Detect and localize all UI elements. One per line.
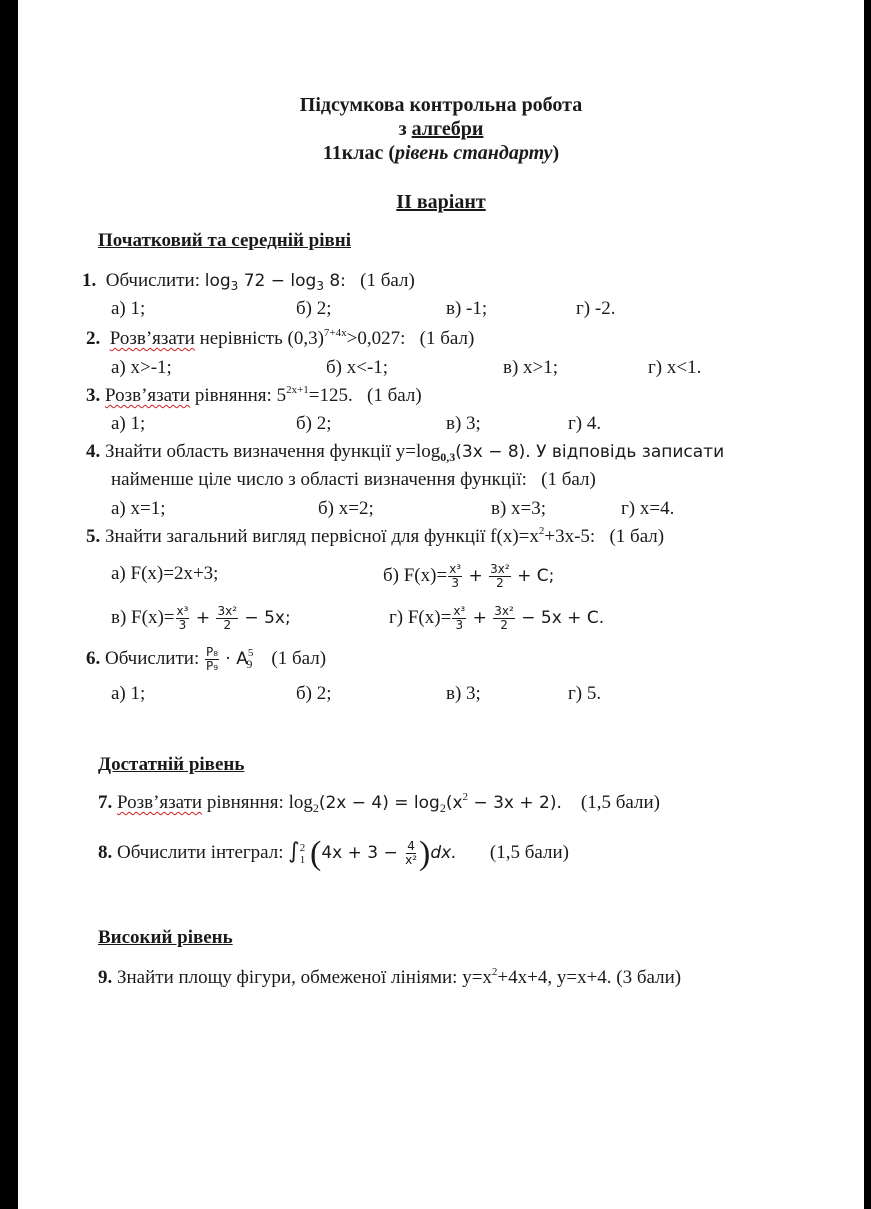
answer: б) 2; xyxy=(296,298,332,319)
question-3: 3. Розв’язати рівняння: $5^{2x+1}=125$. (1 бал) xyxy=(86,384,422,406)
section-sufficient-heading: Достатній рівень xyxy=(98,754,245,775)
question-5: 5. Знайти загальний вигляд первісної для функції $f(x)=x^2+3x-5$: (1 бал) xyxy=(86,525,665,547)
subject-line: з алгебри xyxy=(398,118,484,140)
question-8: 8. Обчислити інтеграл: ∫ 2 1 (4x + 3 − $\frac{4}{\text{x²}}$ )dx. (1,5 бали) xyxy=(98,834,569,872)
answer: г) -2. xyxy=(576,298,616,319)
answer-a: а) F(x)=2x+3; xyxy=(111,563,219,584)
question-4-line-2: найменше ціле число з області визначення функції: (1 бал) xyxy=(111,469,596,490)
answer: а) x>-1; xyxy=(111,357,172,378)
answer: а) 1; xyxy=(111,413,146,434)
answer: г) x<1. xyxy=(648,357,702,378)
answer-d: г) F(x)= $\frac{\text{x³}}{3}$ + $\frac{\text{3x²}}{2}$ − 5x + C. xyxy=(389,604,605,632)
document-page xyxy=(18,0,864,1209)
answer: г) x=4. xyxy=(621,498,675,519)
question-7: 7. Розв’язати рівняння: $\log_2(2x - 4) = \log_2(x^2 - 3x + 2)$. (1,5 бали) xyxy=(98,791,660,815)
document-title: Підсумкова контрольна робота xyxy=(299,94,583,116)
answer-c: в) F(x)= $\frac{\text{x³}}{3}$ + $\frac{\text{3x²}}{2}$ − 5x; xyxy=(111,604,291,632)
answer: г) 5. xyxy=(568,683,602,704)
question-4: 4. Знайти область визначення функції $y=\log_{0,3}(3x - 8)$. У відповідь записати xyxy=(86,441,725,464)
answer: а) 1; xyxy=(111,298,146,319)
answer: б) x<-1; xyxy=(326,357,389,378)
answer: в) x=3; xyxy=(491,498,547,519)
section-high-heading: Високий рівень xyxy=(98,927,233,948)
answer: а) 1; xyxy=(111,683,146,704)
answer: а) x=1; xyxy=(111,498,166,519)
question-1: 1. Обчислити: $\log_3 72 - \log_3 8$: (1 бал) xyxy=(82,270,415,293)
answer: в) 3; xyxy=(446,683,481,704)
answer-b: б) F(x)= $\frac{\text{x³}}{3}$ + $\frac{\text{3x²}}{2}$ + C; xyxy=(383,562,555,590)
answer: в) -1; xyxy=(446,298,488,319)
answer: б) 2; xyxy=(296,413,332,434)
grade-line: 11клас (рівень стандарту) xyxy=(322,142,560,164)
answer: в) 3; xyxy=(446,413,481,434)
answer: в) x>1; xyxy=(503,357,559,378)
question-9: 9. Знайти площу фігури, обмеженої лініями: $y=x^2+4x+4$, y=x+4. (3 бали) xyxy=(98,966,682,988)
section-basic-heading: Початковий та середній рівні xyxy=(98,230,352,251)
answer: б) x=2; xyxy=(318,498,374,519)
variant-label: II варіант xyxy=(396,191,486,213)
question-2: 2. Розв’язати нерівність $(0,3)^{7+4x}>0,027$: (1 бал) xyxy=(86,327,475,349)
answer: б) 2; xyxy=(296,683,332,704)
answer: г) 4. xyxy=(568,413,602,434)
question-6: 6. Обчислити: $\frac{\text{P₈}}{\text{P₉}}$ · $A^5_9$ (1 бал) xyxy=(86,645,327,673)
